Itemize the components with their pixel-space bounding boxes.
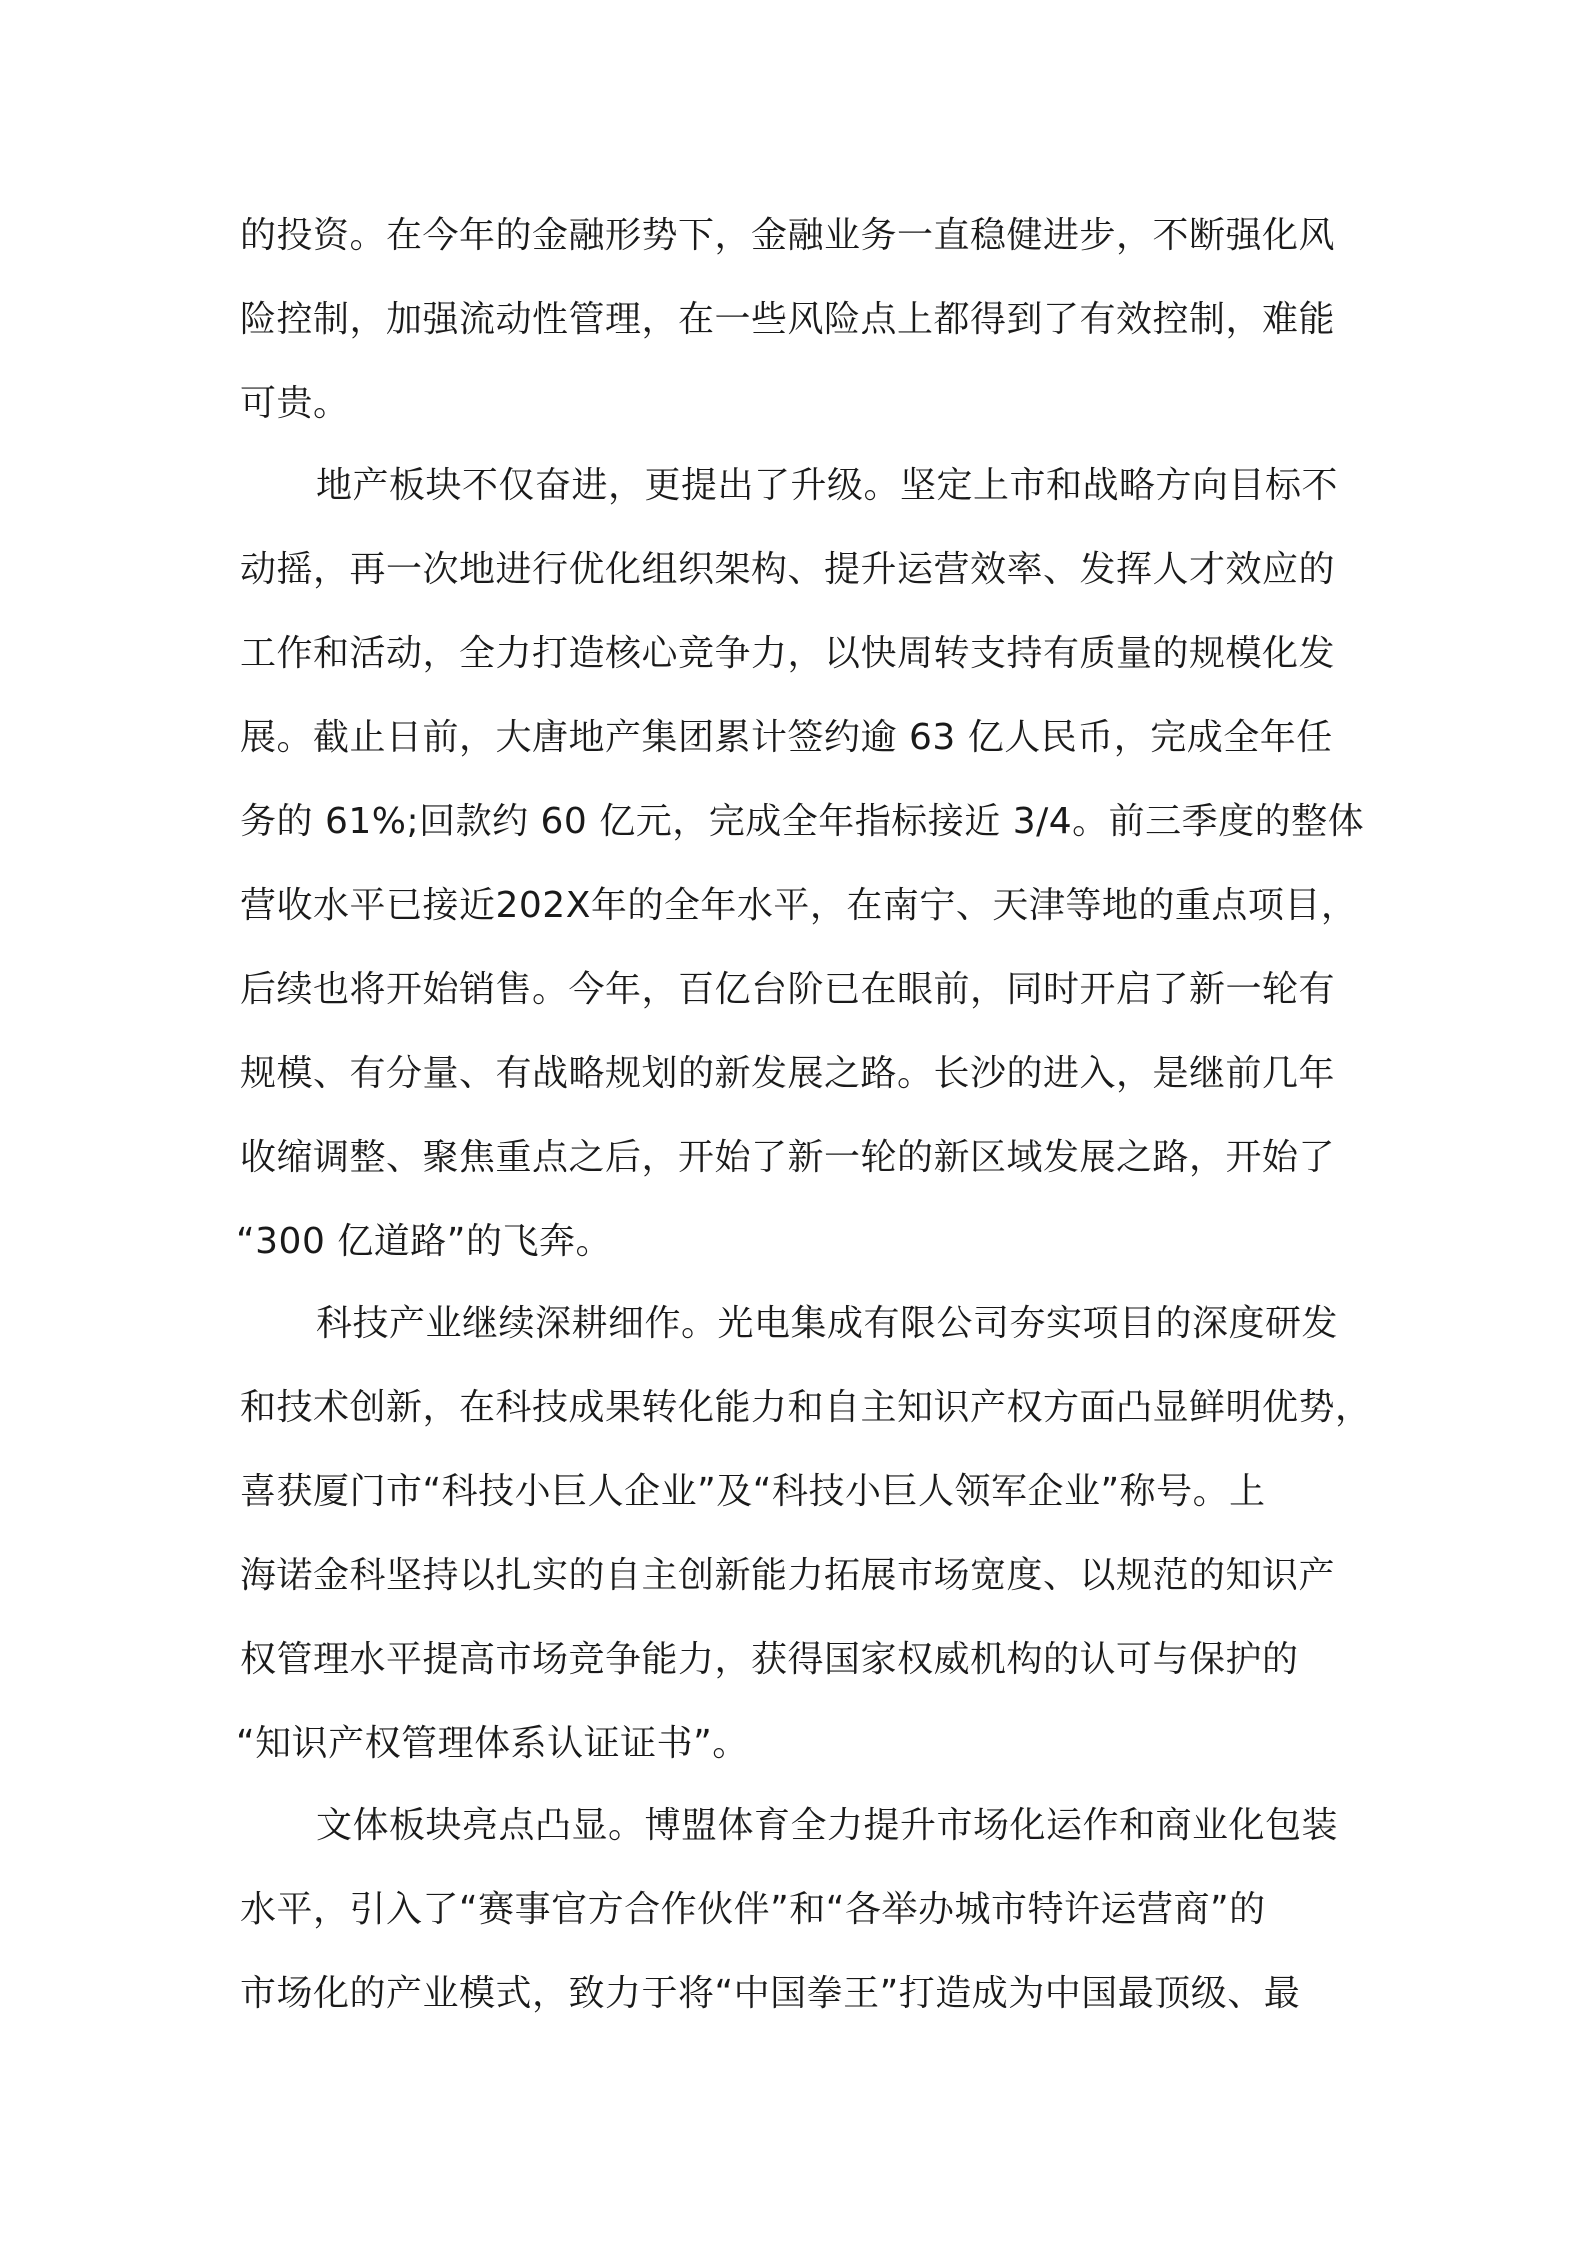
paragraph-4-line-3: 市场化的产业模式，致力于将“中国拳王”打造成为中国最顶级、最 xyxy=(240,1973,1301,2014)
paragraph-2-line-8: 规模、有分量、有战略规划的新发展之路。长沙的进入，是继前几年 xyxy=(240,1053,1336,1094)
paragraph-3-line-4: 海诺金科坚持以扎实的自主创新能力拓展市场宽度、以规范的知识产 xyxy=(240,1555,1336,1596)
paragraph-3-line-2: 和技术创新，在科技成果转化能力和自主知识产权方面凸显鲜明优势， xyxy=(240,1387,1372,1428)
paragraph-1-line-1: 的投资。在今年的金融形势下，金融业务一直稳健进步，不断强化风 xyxy=(240,215,1336,256)
paragraph-4-line-2: 水平，引入了“赛事官方合作伙伴”和“各举办城市特许运营商”的 xyxy=(240,1889,1266,1930)
paragraph-3-line-1: 科技产业继续深耕细作。光电集成有限公司夯实项目的深度研发 xyxy=(316,1303,1339,1344)
paragraph-4-line-1: 文体板块亮点凸显。博盟体育全力提升市场化运作和商业化包装 xyxy=(316,1805,1339,1846)
paragraph-3-line-3: 喜获厦门市“科技小巨人企业”及“科技小巨人领军企业”称号。上 xyxy=(240,1471,1266,1512)
paragraph-2-line-4: 展。截止日前，大唐地产集团累计签约逾 63 亿人民币，完成全年任 xyxy=(240,717,1333,758)
paragraph-2-line-10: “300 亿道路”的飞奔。 xyxy=(236,1221,612,1262)
paragraph-1-line-2: 险控制，加强流动性管理，在一些风险点上都得到了有效控制，难能 xyxy=(240,299,1336,340)
paragraph-2-line-1: 地产板块不仅奋进，更提出了升级。坚定上市和战略方向目标不 xyxy=(316,465,1339,506)
paragraph-3-line-5: 权管理水平提高市场竞争能力，获得国家权威机构的认可与保护的 xyxy=(240,1639,1299,1680)
paragraph-1-line-3: 可贵。 xyxy=(240,383,350,424)
paragraph-3-line-6: “知识产权管理体系认证证书”。 xyxy=(236,1723,749,1764)
paragraph-2-line-6: 营收水平已接近202X年的全年水平，在南宁、天津等地的重点项目， xyxy=(240,885,1358,926)
paragraph-2-line-9: 收缩调整、聚焦重点之后，开始了新一轮的新区域发展之路，开始了 xyxy=(240,1137,1336,1178)
paragraph-2-line-7: 后续也将开始销售。今年，百亿台阶已在眼前，同时开启了新一轮有 xyxy=(240,969,1336,1010)
paragraph-2-line-2: 动摇，再一次地进行优化组织架构、提升运营效率、发挥人才效应的 xyxy=(240,549,1336,590)
paragraph-2-line-5: 务的 61%;回款约 60 亿元，完成全年指标接近 3/4。前三季度的整体 xyxy=(240,801,1365,842)
paragraph-2-line-3: 工作和活动，全力打造核心竞争力，以快周转支持有质量的规模化发 xyxy=(240,633,1336,674)
